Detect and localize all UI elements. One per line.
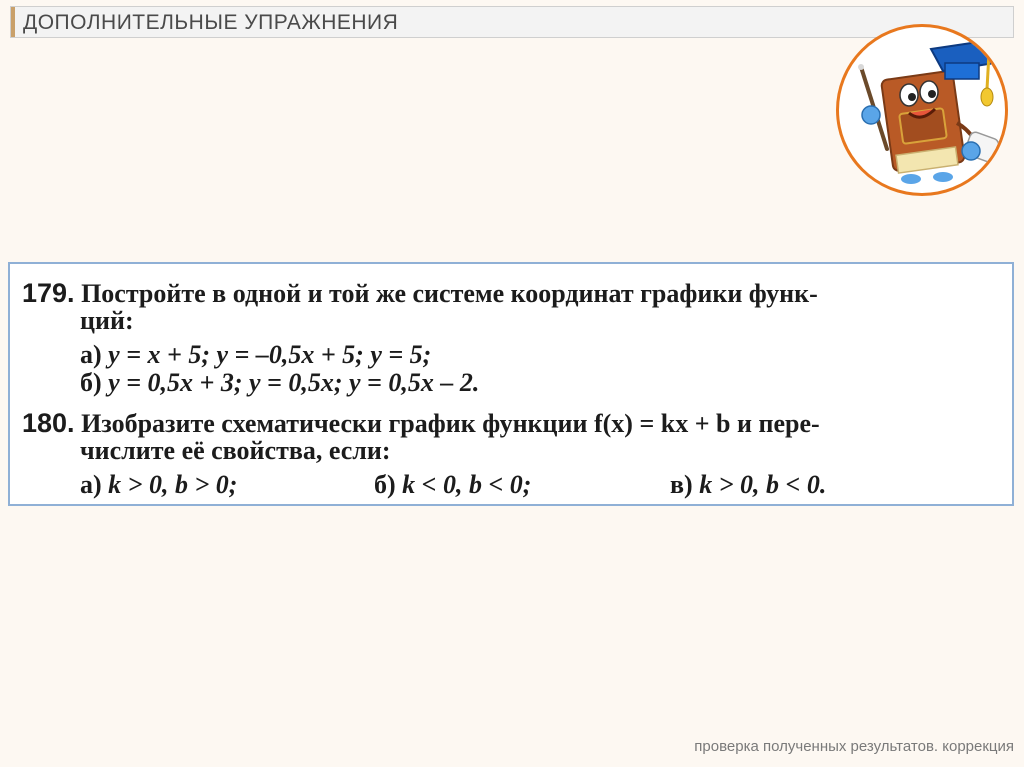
footer-note: проверка полученных результатов. коррекция	[694, 738, 1014, 755]
formula: k < 0, b < 0;	[402, 470, 532, 499]
exercise-180-line2: числите её свойства, если:	[80, 436, 391, 465]
part-label: а)	[80, 470, 102, 499]
formula: y = x + 5; y = –0,5x + 5; y = 5;	[108, 340, 432, 369]
page-title: ДОПОЛНИТЕЛЬНЫЕ УПРАЖНЕНИЯ	[23, 11, 399, 34]
formula: y = 0,5x + 3; y = 0,5x; y = 0,5x – 2.	[108, 368, 480, 397]
part-label: а)	[80, 340, 102, 369]
exercise-number: 179.	[22, 278, 75, 308]
exercise-180-part-a	[80, 470, 237, 500]
book-mascot-icon	[839, 27, 1008, 196]
exercise-180-line1	[22, 408, 820, 439]
part-label: в)	[670, 470, 693, 499]
exercise-text: Постройте в одной и той же системе координат графики функ-	[81, 279, 818, 308]
exercise-box	[8, 262, 1014, 506]
title-accent	[11, 7, 15, 37]
part-label: б)	[374, 470, 396, 499]
exercise-179-part-a	[80, 340, 431, 370]
exercise-text: Изобразите схематически график функции f(x) = kx + b и пере-	[81, 409, 820, 438]
formula: k > 0, b > 0;	[108, 470, 238, 499]
part-label: б)	[80, 368, 102, 397]
exercise-179-line1	[22, 278, 818, 309]
formula: k > 0, b < 0.	[699, 470, 827, 499]
exercise-number: 180.	[22, 408, 75, 438]
exercise-180-part-b	[374, 470, 531, 500]
exercise-179-line2: ций:	[80, 306, 134, 335]
exercise-180-part-c	[670, 470, 826, 500]
exercise-179-part-b	[80, 368, 479, 398]
mascot-frame	[836, 24, 1008, 196]
